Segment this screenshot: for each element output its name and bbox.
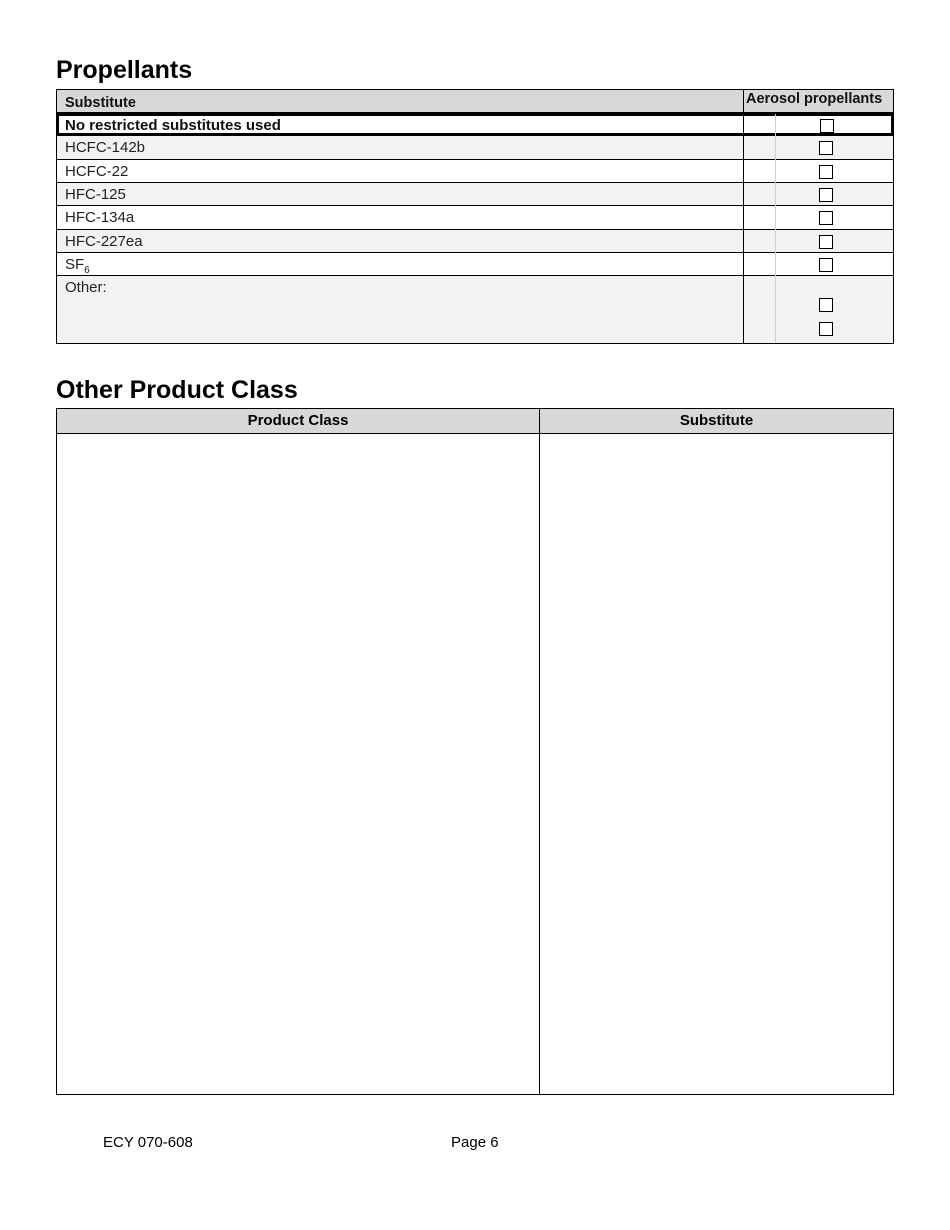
propellants-title: Propellants [56, 56, 193, 84]
substitute-input-area[interactable] [540, 434, 893, 1094]
row-label-hcfc-22: HCFC-22 [65, 163, 129, 180]
table-row [57, 183, 893, 206]
checkbox-hfc-134a[interactable] [819, 211, 833, 225]
checkbox-hfc-227ea[interactable] [819, 235, 833, 249]
propellants-table [56, 89, 894, 344]
header-aerosol-propellants: Aerosol propellants [746, 91, 883, 107]
row-label-hfc-134a: HFC-134a [65, 209, 135, 226]
header-substitute: Substitute [65, 95, 136, 111]
row-label-no-restricted: No restricted substitutes used [65, 117, 281, 134]
footer-page-number: Page 6 [451, 1134, 499, 1151]
row-label-hfc-125: HFC-125 [65, 186, 126, 203]
table-row [57, 230, 893, 253]
other-product-class-title: Other Product Class [56, 376, 298, 404]
row-label-hfc-227ea: HFC-227ea [65, 233, 143, 250]
table-row [57, 136, 893, 160]
checkbox-hcfc-22[interactable] [819, 165, 833, 179]
column-divider [743, 90, 744, 343]
header-substitute: Substitute [679, 412, 754, 429]
row-label-other: Other: [65, 279, 107, 296]
table-row [56, 113, 894, 136]
checkbox-sf6[interactable] [819, 258, 833, 272]
sf6-subscript: 6 [84, 265, 90, 276]
sf6-text: SF [65, 256, 85, 273]
product-class-input-area[interactable] [57, 434, 539, 1094]
footer-form-id: ECY 070-608 [103, 1134, 193, 1151]
row-label-hcfc-142b: HCFC-142b [65, 139, 146, 156]
checkbox-other-2[interactable] [819, 322, 833, 336]
checkbox-no-restricted[interactable] [820, 119, 834, 133]
header-product-class: Product Class [247, 412, 349, 429]
row-label-sf6 [65, 256, 90, 276]
other-product-class-table [56, 408, 894, 1095]
table-row [57, 253, 893, 276]
table-header-row [57, 90, 893, 113]
checkbox-other-1[interactable] [819, 298, 833, 312]
table-row [57, 276, 893, 343]
checkbox-hfc-125[interactable] [819, 188, 833, 202]
table-row [57, 160, 893, 183]
table-header-row [57, 409, 893, 434]
checkbox-hcfc-142b[interactable] [819, 141, 833, 155]
column-divider-light [775, 114, 776, 343]
table-row [57, 206, 893, 230]
